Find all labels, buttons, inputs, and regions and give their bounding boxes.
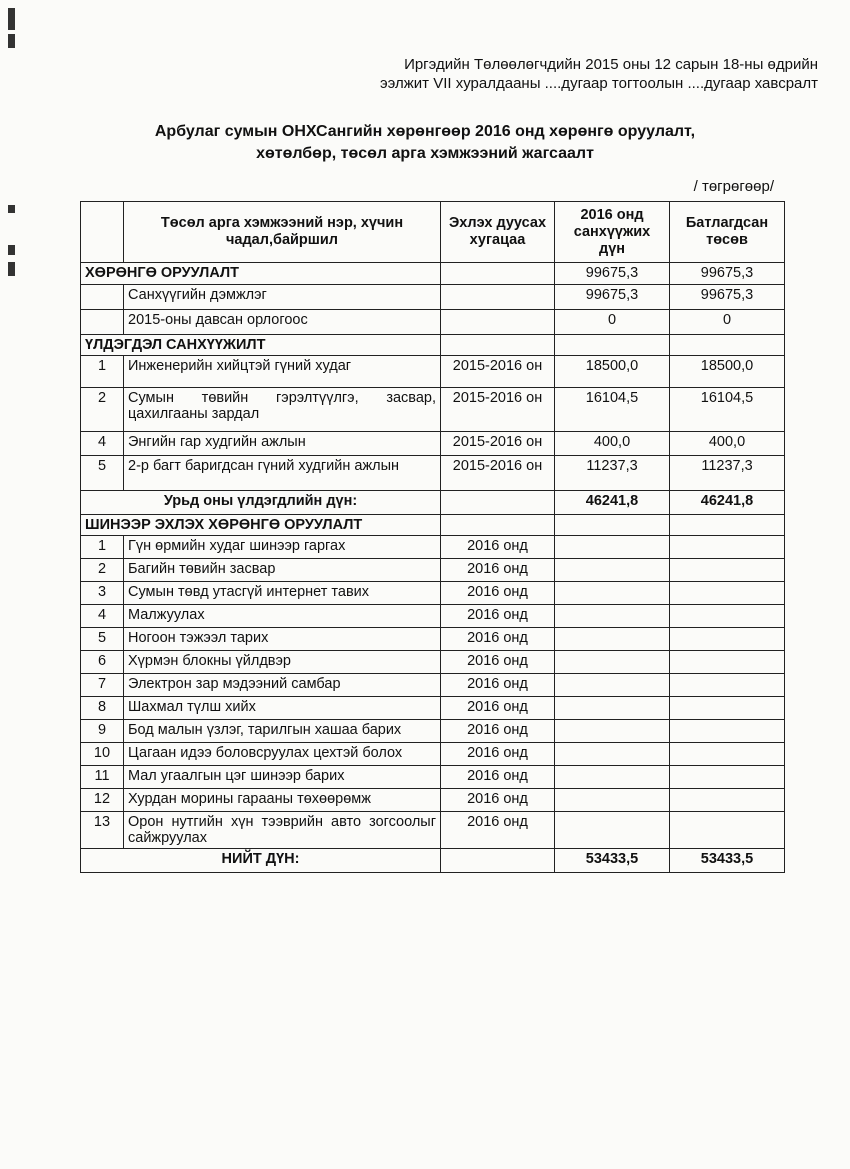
approved-cell	[670, 536, 785, 559]
approved-cell: 99675,3	[670, 263, 785, 285]
empty-cell	[441, 849, 555, 873]
section-row-new-investment	[81, 515, 785, 536]
empty-cell	[441, 515, 555, 536]
table-row	[81, 789, 785, 812]
row-number: 3	[81, 582, 124, 605]
name-cell: Энгийн гар худгийн ажлын	[124, 432, 441, 456]
empty-cell	[81, 285, 124, 310]
empty-cell	[670, 335, 785, 356]
approved-cell: 99675,3	[670, 285, 785, 310]
table-row	[81, 536, 785, 559]
table-row	[81, 310, 785, 335]
total-approved: 53433,5	[670, 849, 785, 873]
empty-cell	[441, 310, 555, 335]
name-cell: Бод малын үзлэг, тарилгын хашаа барих	[124, 720, 441, 743]
period-cell: 2016 онд	[441, 720, 555, 743]
funding-cell	[555, 628, 670, 651]
approved-cell	[670, 674, 785, 697]
table-row	[81, 432, 785, 456]
subtotal-funding: 46241,8	[555, 491, 670, 515]
header-number	[81, 202, 124, 263]
table-row	[81, 743, 785, 766]
table-row	[81, 285, 785, 310]
name-cell: Шахмал түлш хийх	[124, 697, 441, 720]
section-label: ҮЛДЭГДЭЛ САНХҮҮЖИЛТ	[81, 335, 441, 356]
period-cell: 2016 онд	[441, 789, 555, 812]
name-cell: Ногоон тэжээл тарих	[124, 628, 441, 651]
appendix-note-line-2: ээлжит VII хуралдааны ....дугаар тогтоолын ....дугаар хавсралт	[380, 75, 818, 92]
approved-cell	[670, 559, 785, 582]
funding-cell	[555, 789, 670, 812]
name-cell: Малжуулах	[124, 605, 441, 628]
funding-cell	[555, 743, 670, 766]
period-cell: 2016 онд	[441, 651, 555, 674]
row-number: 4	[81, 432, 124, 456]
approved-cell: 18500,0	[670, 356, 785, 388]
section-label: ХӨРӨНГӨ ОРУУЛАЛТ	[81, 263, 441, 285]
table-row	[81, 697, 785, 720]
row-number: 1	[81, 356, 124, 388]
empty-cell	[441, 285, 555, 310]
subtotal-row	[81, 491, 785, 515]
period-cell: 2016 онд	[441, 628, 555, 651]
period-cell: 2016 онд	[441, 559, 555, 582]
period-cell: 2016 онд	[441, 697, 555, 720]
appendix-note-line-1: Иргэдийн Төлөөлөгчдийн 2015 оны 12 сарын 18-ны өдрийн	[404, 56, 818, 73]
name-cell: Сумын төвийн гэрэлтүүлгэ, засвар, цахилгааны зардал	[124, 388, 441, 432]
funding-cell	[555, 536, 670, 559]
approved-cell	[670, 628, 785, 651]
period-cell: 2015-2016 он	[441, 356, 555, 388]
subtotal-approved: 46241,8	[670, 491, 785, 515]
scan-edge-mark	[8, 34, 15, 48]
approved-cell: 0	[670, 310, 785, 335]
funding-cell: 11237,3	[555, 456, 670, 491]
empty-cell	[81, 310, 124, 335]
name-cell: Санхүүгийн дэмжлэг	[124, 285, 441, 310]
header-period: Эхлэх дуусах хугацаа	[441, 202, 555, 263]
name-cell: 2-р багт баригдсан гүний худгийн ажлын	[124, 456, 441, 491]
header-approved: Батлагдсан төсөв	[670, 202, 785, 263]
row-number: 5	[81, 456, 124, 491]
name-cell: Цагаан идээ боловсруулах цехтэй болох	[124, 743, 441, 766]
table-row	[81, 456, 785, 491]
scan-edge-mark	[8, 205, 15, 213]
funding-cell: 99675,3	[555, 285, 670, 310]
approved-cell	[670, 766, 785, 789]
funding-cell	[555, 766, 670, 789]
approved-cell	[670, 651, 785, 674]
table-row	[81, 766, 785, 789]
header-funding: 2016 онд санхүүжих дүн	[555, 202, 670, 263]
row-number: 12	[81, 789, 124, 812]
table-row	[81, 356, 785, 388]
approved-cell	[670, 582, 785, 605]
period-cell: 2016 онд	[441, 743, 555, 766]
approved-cell	[670, 743, 785, 766]
funding-cell: 99675,3	[555, 263, 670, 285]
section-row-carryover	[81, 335, 785, 356]
header-name: Төсөл арга хэмжээний нэр, хүчин чадал,байршил	[124, 202, 441, 263]
appendix-note	[380, 55, 818, 93]
total-funding: 53433,5	[555, 849, 670, 873]
funding-cell: 18500,0	[555, 356, 670, 388]
name-cell: Электрон зар мэдээний самбар	[124, 674, 441, 697]
row-number: 8	[81, 697, 124, 720]
funding-cell	[555, 674, 670, 697]
approved-cell: 11237,3	[670, 456, 785, 491]
name-cell: 2015-оны давсан орлогоос	[124, 310, 441, 335]
scan-edge-mark	[8, 8, 15, 30]
period-cell: 2016 онд	[441, 536, 555, 559]
name-cell: Гүн өрмийн худаг шинээр гаргах	[124, 536, 441, 559]
currency-unit: / төгрөгөөр/	[693, 178, 774, 195]
period-cell: 2015-2016 он	[441, 432, 555, 456]
name-cell: Мал угаалгын цэг шинээр барих	[124, 766, 441, 789]
period-cell: 2016 онд	[441, 766, 555, 789]
name-cell: Багийн төвийн засвар	[124, 559, 441, 582]
period-cell: 2015-2016 он	[441, 456, 555, 491]
funding-cell	[555, 605, 670, 628]
empty-cell	[441, 491, 555, 515]
section-label: ШИНЭЭР ЭХЛЭХ ХӨРӨНГӨ ОРУУЛАЛТ	[81, 515, 441, 536]
table-row	[81, 628, 785, 651]
funding-cell	[555, 697, 670, 720]
table-row	[81, 720, 785, 743]
table-row	[81, 605, 785, 628]
row-number: 4	[81, 605, 124, 628]
row-number: 1	[81, 536, 124, 559]
scan-edge-mark	[8, 245, 15, 255]
funding-cell: 400,0	[555, 432, 670, 456]
empty-cell	[441, 335, 555, 356]
approved-cell	[670, 605, 785, 628]
table-row	[81, 674, 785, 697]
funding-cell	[555, 651, 670, 674]
name-cell: Сумын төвд утасгүй интернет тавих	[124, 582, 441, 605]
name-cell: Хурдан морины гарааны төхөөрөмж	[124, 789, 441, 812]
row-number: 6	[81, 651, 124, 674]
period-cell: 2016 онд	[441, 674, 555, 697]
approved-cell: 16104,5	[670, 388, 785, 432]
row-number: 10	[81, 743, 124, 766]
row-number: 9	[81, 720, 124, 743]
name-cell: Хүрмэн блокны үйлдвэр	[124, 651, 441, 674]
period-cell: 2016 онд	[441, 812, 555, 849]
funding-cell	[555, 720, 670, 743]
scan-edge-mark	[8, 262, 15, 276]
period-cell: 2016 онд	[441, 605, 555, 628]
row-number: 5	[81, 628, 124, 651]
table-row	[81, 812, 785, 849]
row-number: 2	[81, 388, 124, 432]
approved-cell	[670, 789, 785, 812]
approved-cell	[670, 697, 785, 720]
empty-cell	[441, 263, 555, 285]
title-line-2: хөтөлбөр, төсөл арга хэмжээний жагсаалт	[256, 145, 594, 162]
title-line-1: Арбулаг сумын ОНХСангийн хөрөнгөөр 2016 онд хөрөнгө оруулалт,	[154, 123, 696, 140]
name-cell: Орон нутгийн хүн тээврийн авто зогсоолыг сайжруулах	[124, 812, 441, 849]
total-label: НИЙТ ДҮН:	[81, 849, 441, 873]
funding-cell	[555, 559, 670, 582]
approved-cell	[670, 720, 785, 743]
period-cell: 2016 онд	[441, 582, 555, 605]
period-cell: 2015-2016 он	[441, 388, 555, 432]
row-number: 13	[81, 812, 124, 849]
row-number: 2	[81, 559, 124, 582]
empty-cell	[555, 335, 670, 356]
empty-cell	[555, 515, 670, 536]
table-row	[81, 559, 785, 582]
table-header-row	[81, 202, 785, 263]
empty-cell	[670, 515, 785, 536]
name-cell: Инженерийн хийцтэй гүний худаг	[124, 356, 441, 388]
investment-table	[80, 201, 785, 873]
funding-cell	[555, 812, 670, 849]
funding-cell: 0	[555, 310, 670, 335]
subtotal-label: Урьд оны үлдэгдлийн дүн:	[81, 491, 441, 515]
table-row	[81, 582, 785, 605]
table-row	[81, 651, 785, 674]
table-row	[81, 388, 785, 432]
approved-cell: 400,0	[670, 432, 785, 456]
document-title	[0, 121, 850, 165]
section-row-investment	[81, 263, 785, 285]
row-number: 7	[81, 674, 124, 697]
approved-cell	[670, 812, 785, 849]
row-number: 11	[81, 766, 124, 789]
total-row	[81, 849, 785, 873]
funding-cell: 16104,5	[555, 388, 670, 432]
funding-cell	[555, 582, 670, 605]
